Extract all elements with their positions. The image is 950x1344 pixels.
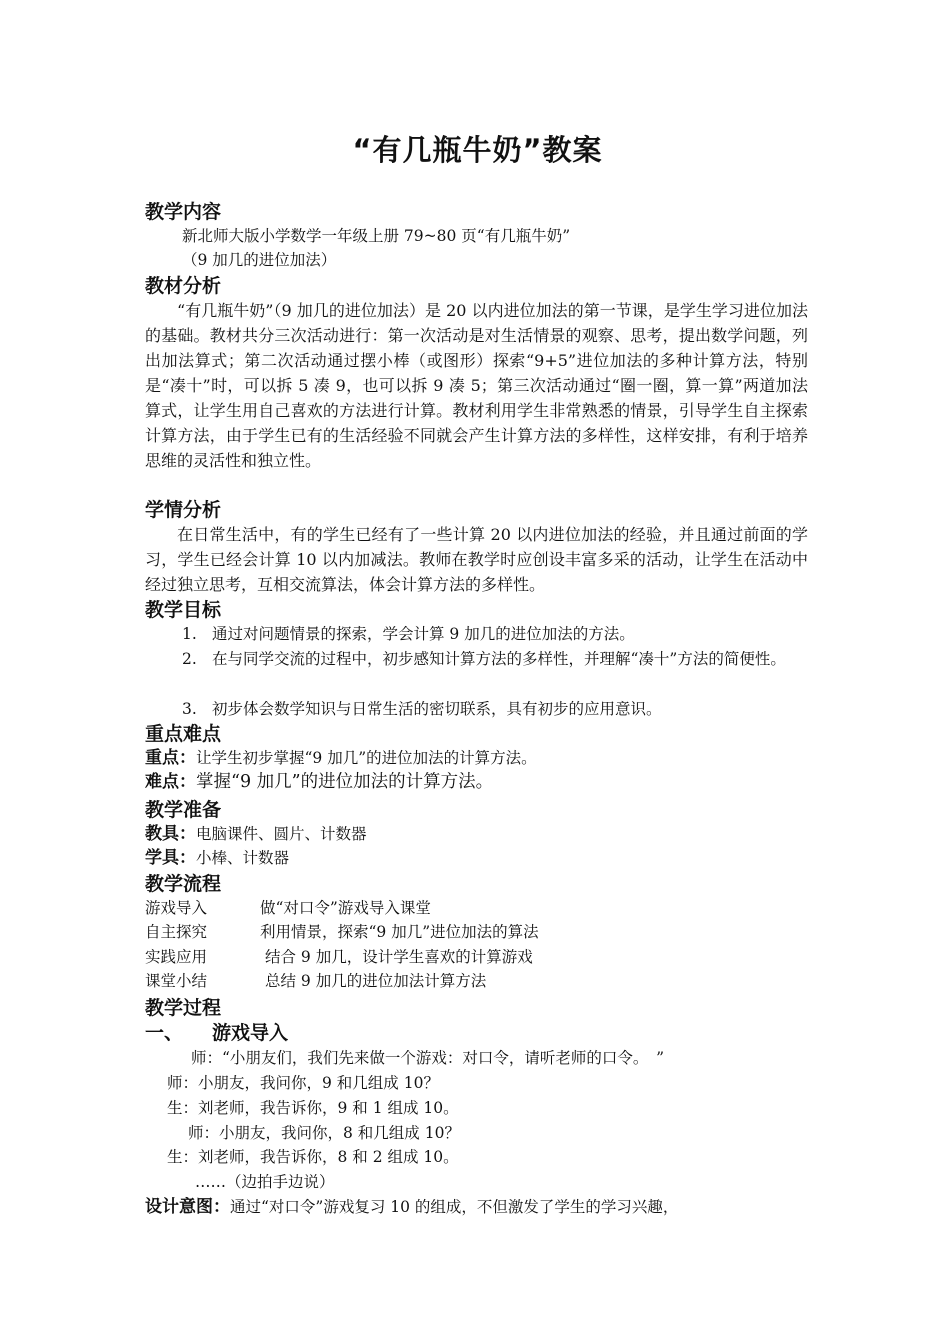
hard-text: 掌握“9 加几”的进位加法的计算方法。 [196,772,494,792]
goal-number: 3. [182,700,197,718]
student-tools-label: 学具： [145,848,196,868]
tools-text: 电脑课件、圆片、计数器 [196,825,367,843]
document-title: “有几瓶牛奶”教案 [352,133,603,167]
goal-item [182,647,797,672]
content-line-1: 新北师大版小学数学一年级上册 79~80 页“有几瓶牛奶” [182,227,571,245]
dialogue-line: ……（边拍手边说） [195,1173,335,1191]
document-page [145,0,810,1344]
teaching-tools-line [145,822,367,847]
flow-row [145,945,533,970]
heading-material: 教材分析 [145,275,222,297]
process-subheading [145,1020,288,1046]
key-point-line [145,746,537,771]
goal-text: 初步体会数学知识与日常生活的密切联系，具有初步的应用意识。 [212,700,662,718]
student-tools-line [145,846,289,871]
dialogue-line: 师：小朋友，我问你，8 和几组成 10？ [188,1124,460,1142]
heading-keypoints: 重点难点 [145,723,222,745]
heading-content: 教学内容 [145,201,222,223]
goal-number: 2. [182,650,197,668]
goal-item [182,622,802,647]
goal-number: 1. [182,625,197,643]
flow-step-label: 课堂小结 [145,972,208,990]
flow-row [145,920,539,945]
process-sub-title: 游戏导入 [212,1022,289,1044]
key-text: 让学生初步掌握“9 加几”的进位加法的计算方法。 [196,749,537,767]
flow-step-label: 实践应用 [145,948,208,966]
goal-text: 在与同学交流的过程中，初步感知计算方法的多样性，并理解“凑十”方法的简便性。 [212,650,786,668]
design-intent-line [145,1195,678,1220]
flow-step-text: 利用情景，探索“9 加几”进位加法的算法 [260,923,539,941]
student-tools-text: 小棒、计数器 [196,849,290,867]
material-paragraph: “有几瓶牛奶”（9 加几的进位加法）是 20 以内进位加法的第一节课，是学生学习进位加法的基础。教材共分三次活动进行：第一次活动是对生活情景的观察、思考，提出数学问题，列出加法算式；第二次活动通过摆小棒（或图形）探索“9+5”进位加法的多种计算方法，特别是“凑十”时，可以拆 5 凑 9，也可以拆 9 凑 5；第三次活动通过“圈一圈，算一算”两道加法算式，让学生用自己喜欢的方法进行计算。教材利用学生非常熟悉的情景，引导学生自主探索计算方法，由于学生已有的生活经验不同就会产生计算方法的多样性，这样安排，有利于培养思维的灵活性和独立性。 [145,301,808,470]
students-paragraph: 在日常生活中，有的学生已经有了一些计算 20 以内进位加法的经验，并且通过前面的学习，学生已经会计算 10 以内加减法。教师在教学时应创设丰富多采的活动，让学生在活动中经过独立思考，互相交流算法，体会计算方法的多样性。 [145,525,808,594]
heading-students: 学情分析 [145,499,222,521]
hard-point-line [145,770,493,795]
hard-label: 难点： [145,772,196,792]
flow-step-text: 总结 9 加几的进位加法计算方法 [265,972,487,990]
process-sub-number: 一、 [145,1022,184,1044]
heading-prep: 教学准备 [145,799,222,821]
dialogue-line: 师：“小朋友们，我们先来做一个游戏：对口令，请听老师的口令。 ” [191,1049,665,1067]
dialogue-line: 生：刘老师，我告诉你，9 和 1 组成 10。 [167,1099,459,1117]
content-line-2: （9 加几的进位加法） [182,251,337,269]
flow-step-text: 结合 9 加几，设计学生喜欢的计算游戏 [265,948,533,966]
flow-row [145,896,431,921]
flow-step-label: 自主探究 [145,923,208,941]
flow-step-label: 游戏导入 [145,899,208,917]
heading-flow: 教学流程 [145,873,222,895]
heading-process: 教学过程 [145,997,222,1019]
design-intent-text: 通过“对口令”游戏复习 10 的组成，不但激发了学生的学习兴趣， [230,1198,679,1216]
dialogue-line: 师：小朋友，我问你，9 和几组成 10？ [167,1074,439,1092]
goal-text: 通过对问题情景的探索，学会计算 9 加几的进位加法的方法。 [212,625,635,643]
design-intent-label: 设计意图： [145,1197,230,1217]
tools-label: 教具： [145,824,196,844]
key-label: 重点： [145,748,196,768]
goal-item [182,697,802,722]
flow-step-text: 做“对口令”游戏导入课堂 [260,899,431,917]
heading-goals: 教学目标 [145,599,222,621]
flow-row [145,969,486,994]
dialogue-line: 生：刘老师，我告诉你，8 和 2 组成 10。 [167,1148,459,1166]
